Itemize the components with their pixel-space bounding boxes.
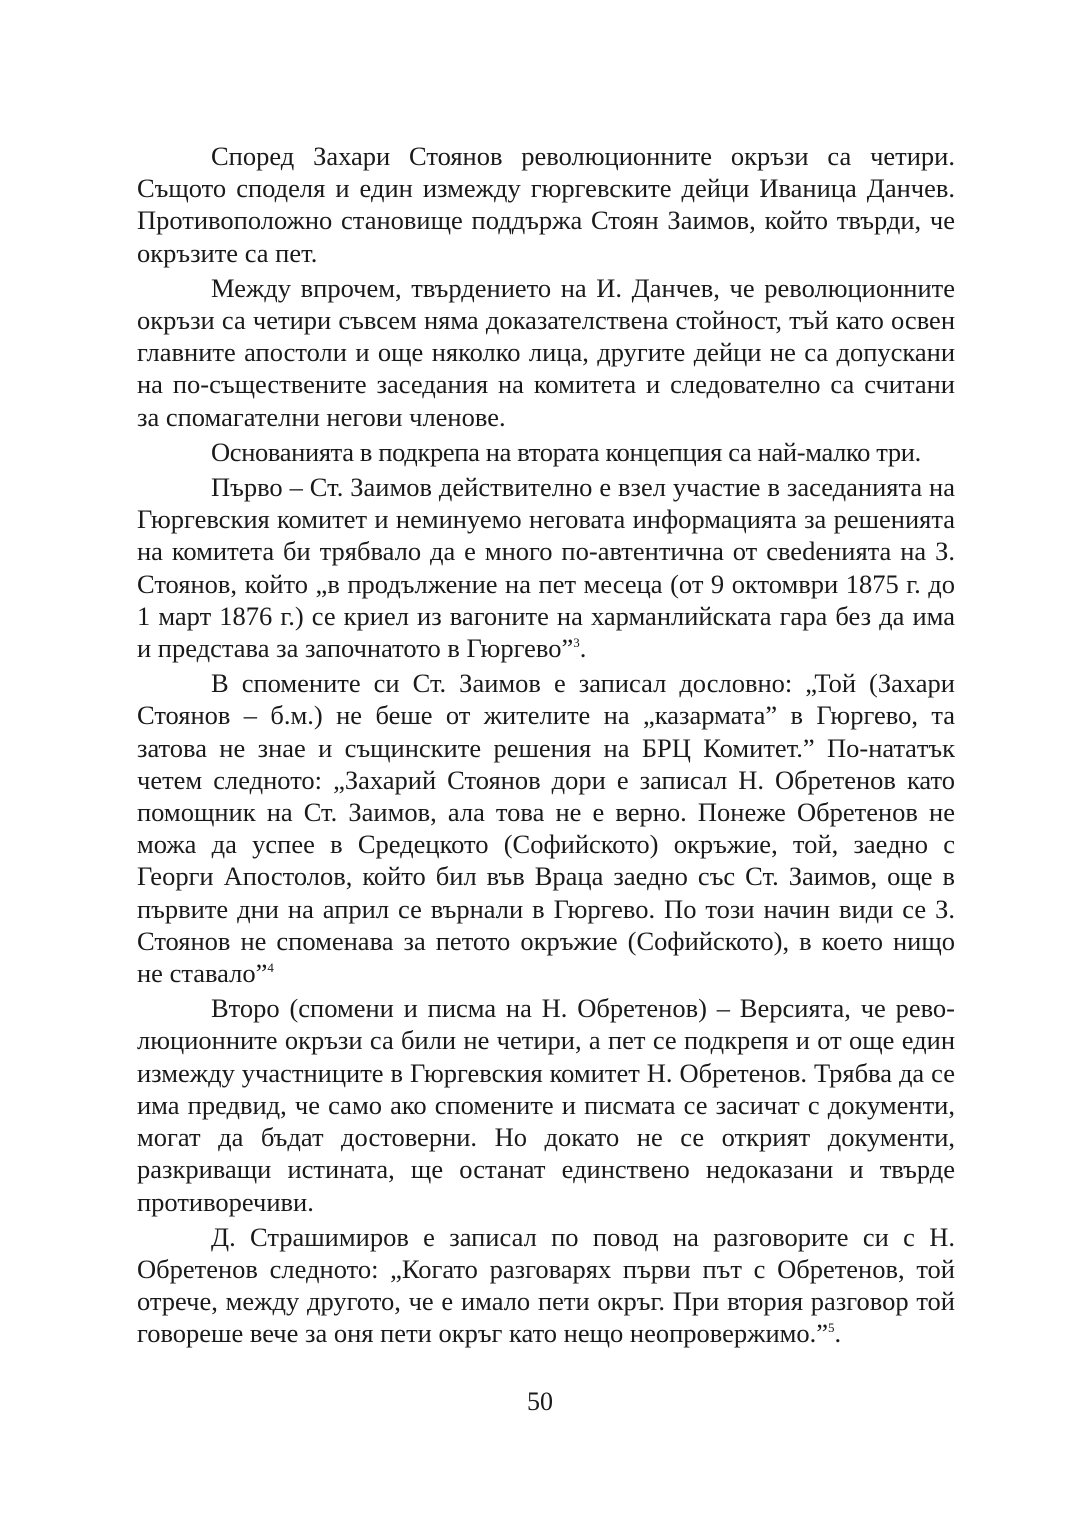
paragraph-7-tail: . xyxy=(834,1318,842,1349)
paragraph-4-text: Първо – Ст. Заимов действително е взел участие в заседанията на Гюргевския комитет и неминуемо неговата информацията за решенията на комитета би трябвало да е много по-автентична от свеdенията на З. Стоянов, който „в продължение на пет месеца (от 9 октомври 1875 г. до 1 март 1876 г.) се криел из вагоните на харманлийската гара без да има и представа за започнатото в Гюргево” xyxy=(137,472,955,664)
paragraph-6-text: Второ (спомени и писма на Н. Обретенов) – Версията, че революционните окръзи са били не четири, а пет се подкрепя и от още един измежду участниците в Гюргевския комитет Н. Обретенов. Трябва да се има предвид, че само ако спомените и писмата се засичат с документи, могат да бъдат достоверни. Но докато не се открият документи, разкриващи истината, ще останат единствено недоказани и твърде противоречиви. xyxy=(137,993,955,1217)
footnote-ref-4: 4 xyxy=(267,960,274,976)
paragraph-5-text: В спомените си Ст. Заимов е записал дословно: „Той (Захари Стоянов – б.м.) не беше от жителите на „казармата” в Гюргево, та затова не знае и същинските решения на БРЦ Комитет.” По-натaтък четем следното: „Захарий Стоянов дори е записал Н. Обретенов като помощник на Ст. Заимов, ала това не е верно. Понеже Обретенов не можа да успее в Средецкото (Софийското) окръжие, той, заедно с Георги Апостолов, който бил във Враца заедно със Ст. Заимов, още в първите дни на април се върнали в Гюргево. По този начин види се З. Стоянов не споменава за петото окръжие (Софийското), в което нищо не ставало” xyxy=(137,668,955,989)
footnote-ref-3: 3 xyxy=(573,635,580,651)
paragraph-2-text: Между впрочем, твърдението на И. Данчев, че революционните окръзи са четири съвсем няма доказателствена стойност, тъй като освен главните апостоли и още няколко лица, другите дейци не са допускани на по-съществените заседания на комитета и следователно са считани за спомагателни негови членове. xyxy=(137,272,955,432)
paragraph-7-text: Д. Страшимиров е записал по повод на разговорите си с Н. Обретенов следното: „Когато разговарях първи път с Обретенов, той отрече, между другото, че е имало пети окръг. При втория разговор той говореше вече за оня пети окръг като нещо неопровержимо.” xyxy=(137,1221,955,1349)
paragraph-1-text: Според Захари Стоянов революционните окръзи са четири. Същото споделя и един измежду гюргевските дейци Иваница Данчев. Противоположно становище поддържа Стоян Заимов, който твърди, че окръзите са пет. xyxy=(137,141,955,268)
page-body xyxy=(137,140,955,1353)
paragraph-1 xyxy=(137,140,955,269)
paragraph-4-tail: . xyxy=(579,633,587,664)
paragraph-3 xyxy=(137,436,955,468)
paragraph-6 xyxy=(137,992,955,1217)
paragraph-4 xyxy=(137,471,955,664)
paragraph-3-text: Основанията в подкрепа на втората концепция са най-малко три. xyxy=(211,436,921,467)
footnote-ref-5: 5 xyxy=(828,1320,835,1336)
page-number: 50 xyxy=(527,1387,553,1416)
paragraph-2 xyxy=(137,272,955,433)
paragraph-5 xyxy=(137,667,955,989)
paragraph-7 xyxy=(137,1221,955,1350)
